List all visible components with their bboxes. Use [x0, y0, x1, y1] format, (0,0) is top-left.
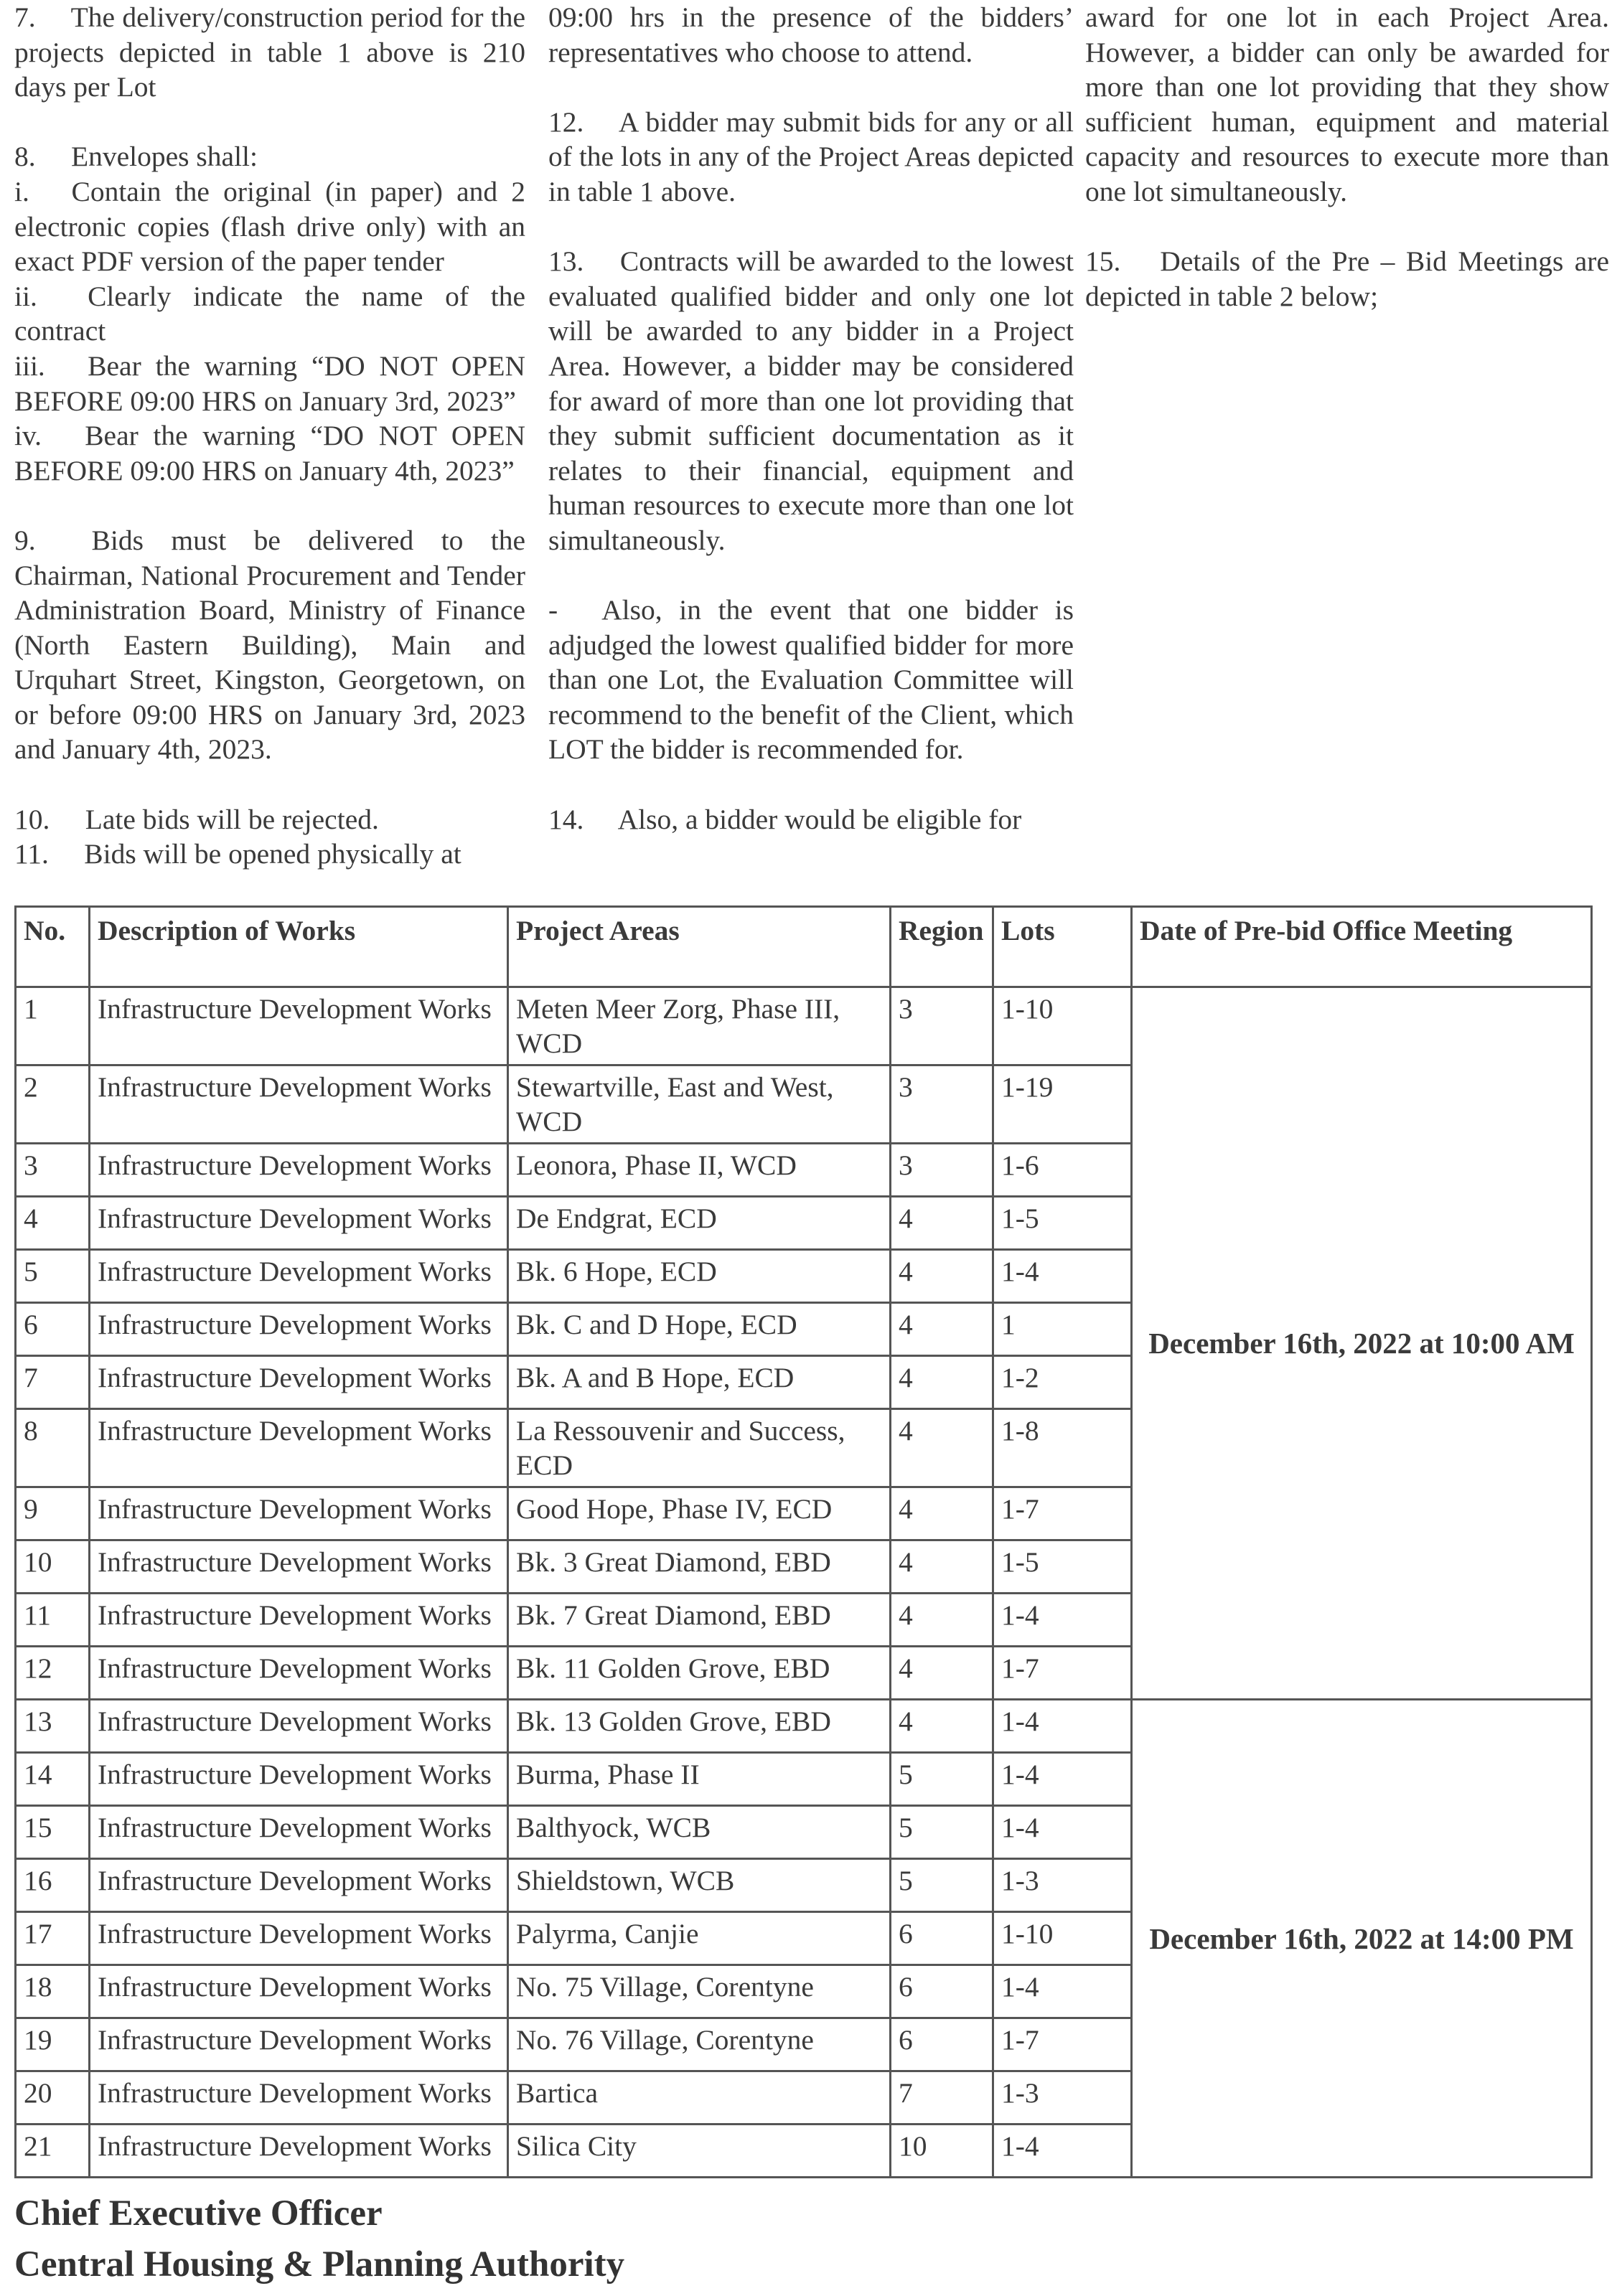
cell-description: Infrastructure Development Works [90, 1303, 508, 1356]
cell-lots: 1-10 [993, 987, 1132, 1065]
cell-lots: 1-4 [993, 1250, 1132, 1303]
cell-region: 4 [891, 1197, 993, 1250]
paragraph-line: 10. Late bids will be rejected. [14, 803, 379, 835]
cell-description: Infrastructure Development Works [90, 1144, 508, 1197]
table-row [16, 987, 1592, 1065]
col2-paragraph [548, 0, 1074, 70]
cell-region: 7 [891, 2071, 993, 2125]
cell-region: 4 [891, 1594, 993, 1647]
cell-project-area: Bk. 7 Great Diamond, EBD [508, 1594, 891, 1647]
header-pre-bid-date: Date of Pre-bid Office Meeting [1132, 907, 1592, 987]
cell-lots: 1-19 [993, 1065, 1132, 1144]
cell-region: 4 [891, 1409, 993, 1487]
paragraph-line: 12. A bidder may submit bids for any or all of the lots in any of the Project Areas depicted in table 1 above. [548, 105, 1074, 207]
table-row [16, 1700, 1592, 1753]
cell-no: 6 [16, 1303, 90, 1356]
col1-paragraph [14, 0, 525, 105]
table-header-row [16, 907, 1592, 987]
cell-project-area: Good Hope, Phase IV, ECD [508, 1487, 891, 1540]
cell-no: 10 [16, 1540, 90, 1594]
cell-description: Infrastructure Development Works [90, 1647, 508, 1700]
cell-no: 3 [16, 1144, 90, 1197]
header-no: No. [16, 907, 90, 987]
cell-lots: 1-10 [993, 1912, 1132, 1965]
paragraph-line: 09:00 hrs in the presence of the bidders’ representatives who choose to attend. [548, 1, 1074, 68]
paragraph-line: 7. The delivery/construction period for the projects depicted in table 1 above is 210 days per Lot [14, 1, 525, 103]
col3-paragraph [1085, 0, 1609, 210]
cell-region: 4 [891, 1647, 993, 1700]
cell-region: 4 [891, 1303, 993, 1356]
cell-description: Infrastructure Development Works [90, 1540, 508, 1594]
cell-project-area: Palyrma, Canjie [508, 1912, 891, 1965]
cell-region: 3 [891, 1065, 993, 1144]
cell-project-area: Bk. A and B Hope, ECD [508, 1356, 891, 1409]
cell-description: Infrastructure Development Works [90, 2018, 508, 2071]
cell-region: 4 [891, 1356, 993, 1409]
cell-pre-bid-date: December 16th, 2022 at 14:00 PM [1132, 1700, 1592, 2178]
col2-paragraph [548, 244, 1074, 557]
cell-description: Infrastructure Development Works [90, 1594, 508, 1647]
cell-lots: 1-7 [993, 2018, 1132, 2071]
paragraph-line: - Also, in the event that one bidder is adjudged the lowest qualified bidder for more than one Lot, the Evaluation Committee will recommend to the benefit of the Client, which LOT the bidder is recommended for. [548, 594, 1074, 766]
column-3 [1085, 0, 1609, 349]
cell-description: Infrastructure Development Works [90, 1487, 508, 1540]
cell-project-area: Bartica [508, 2071, 891, 2125]
cell-region: 6 [891, 1912, 993, 1965]
cell-lots: 1-5 [993, 1197, 1132, 1250]
cell-description: Infrastructure Development Works [90, 2071, 508, 2125]
cell-project-area: Stewartville, East and West, WCD [508, 1065, 891, 1144]
cell-no: 16 [16, 1859, 90, 1912]
cell-project-area: No. 76 Village, Corentyne [508, 2018, 891, 2071]
cell-region: 10 [891, 2125, 993, 2178]
cell-description: Infrastructure Development Works [90, 1859, 508, 1912]
cell-no: 13 [16, 1700, 90, 1753]
cell-project-area: Shieldstown, WCB [508, 1859, 891, 1912]
cell-description: Infrastructure Development Works [90, 1753, 508, 1806]
paragraph-line: i. Contain the original (in paper) and 2 electronic copies (flash drive only) with an exact PDF version of the paper tender [14, 175, 525, 278]
cell-project-area: Bk. C and D Hope, ECD [508, 1303, 891, 1356]
cell-no: 19 [16, 2018, 90, 2071]
cell-no: 2 [16, 1065, 90, 1144]
cell-no: 9 [16, 1487, 90, 1540]
cell-lots: 1-4 [993, 1594, 1132, 1647]
cell-region: 4 [891, 1250, 993, 1303]
cell-description: Infrastructure Development Works [90, 2125, 508, 2178]
cell-lots: 1-4 [993, 2125, 1132, 2178]
header-project-areas: Project Areas [508, 907, 891, 987]
cell-no: 8 [16, 1409, 90, 1487]
cell-project-area: No. 75 Village, Corentyne [508, 1965, 891, 2018]
cell-region: 5 [891, 1753, 993, 1806]
col2-paragraph [548, 105, 1074, 210]
cell-no: 18 [16, 1965, 90, 2018]
table-body [16, 987, 1592, 2178]
cell-region: 3 [891, 987, 993, 1065]
cell-project-area: De Endgrat, ECD [508, 1197, 891, 1250]
cell-project-area: Burma, Phase II [508, 1753, 891, 1806]
cell-lots: 1-6 [993, 1144, 1132, 1197]
cell-description: Infrastructure Development Works [90, 1965, 508, 2018]
cell-project-area: Leonora, Phase II, WCD [508, 1144, 891, 1197]
cell-no: 5 [16, 1250, 90, 1303]
paragraph-line: 8. Envelopes shall: [14, 141, 258, 173]
cell-region: 4 [891, 1487, 993, 1540]
cell-description: Infrastructure Development Works [90, 1065, 508, 1144]
header-lots: Lots [993, 907, 1132, 987]
cell-region: 4 [891, 1700, 993, 1753]
cell-project-area: Bk. 3 Great Diamond, EBD [508, 1540, 891, 1594]
paragraph-line: iv. Bear the warning “DO NOT OPEN BEFORE 09:00 HRS on January 4th, 2023” [14, 420, 525, 486]
cell-lots: 1-7 [993, 1487, 1132, 1540]
cell-lots: 1-7 [993, 1647, 1132, 1700]
cell-region: 6 [891, 2018, 993, 2071]
cell-description: Infrastructure Development Works [90, 1197, 508, 1250]
col2-paragraph [548, 802, 1074, 837]
signature-block [14, 2188, 624, 2290]
paragraph-line: 13. Contracts will be awarded to the lowest evaluated qualified bidder and only one lot will be awarded to any bidder in a Project Area. However, a bidder may be considered for award of more than one lot providing that they submit sufficient documentation as it relates to their financial, equipment and human resources to execute more than one lot simultaneously. [548, 245, 1074, 556]
col1-paragraph [14, 139, 525, 488]
cell-no: 11 [16, 1594, 90, 1647]
text-columns [14, 0, 1609, 890]
cell-no: 14 [16, 1753, 90, 1806]
paragraph-line: 11. Bids will be opened physically at [14, 838, 461, 870]
col1-paragraph [14, 523, 525, 767]
column-1 [14, 0, 525, 906]
cell-region: 5 [891, 1806, 993, 1859]
column-2 [548, 0, 1074, 872]
cell-lots: 1 [993, 1303, 1132, 1356]
col1-paragraph [14, 802, 525, 872]
cell-project-area: Silica City [508, 2125, 891, 2178]
paragraph-line: iii. Bear the warning “DO NOT OPEN BEFORE 09:00 HRS on January 3rd, 2023” [14, 349, 525, 417]
cell-lots: 1-4 [993, 1965, 1132, 2018]
cell-description: Infrastructure Development Works [90, 987, 508, 1065]
cell-description: Infrastructure Development Works [90, 1409, 508, 1487]
paragraph-line: award for one lot in each Project Area. However, a bidder can only be awarded for more than one lot providing that they show sufficient human, equipment and material capacity and resources to execute more than one lot simultaneously. [1085, 1, 1609, 207]
cell-lots: 1-4 [993, 1700, 1132, 1753]
cell-description: Infrastructure Development Works [90, 1250, 508, 1303]
cell-lots: 1-2 [993, 1356, 1132, 1409]
col2-paragraph [548, 593, 1074, 767]
cell-pre-bid-date: December 16th, 2022 at 10:00 AM [1132, 987, 1592, 1700]
cell-lots: 1-5 [993, 1540, 1132, 1594]
paragraph-line: 15. Details of the Pre – Bid Meetings are depicted in table 2 below; [1085, 245, 1609, 312]
cell-description: Infrastructure Development Works [90, 1700, 508, 1753]
header-region: Region [891, 907, 993, 987]
cell-region: 3 [891, 1144, 993, 1197]
cell-no: 1 [16, 987, 90, 1065]
cell-no: 12 [16, 1647, 90, 1700]
cell-project-area: La Ressouvenir and Success, ECD [508, 1409, 891, 1487]
pre-bid-meetings-table [14, 905, 1593, 2178]
cell-description: Infrastructure Development Works [90, 1912, 508, 1965]
cell-project-area: Meten Meer Zorg, Phase III, WCD [508, 987, 891, 1065]
cell-lots: 1-3 [993, 2071, 1132, 2125]
cell-region: 6 [891, 1965, 993, 2018]
cell-lots: 1-4 [993, 1806, 1132, 1859]
cell-project-area: Balthyock, WCB [508, 1806, 891, 1859]
cell-project-area: Bk. 6 Hope, ECD [508, 1250, 891, 1303]
cell-no: 7 [16, 1356, 90, 1409]
cell-project-area: Bk. 11 Golden Grove, EBD [508, 1647, 891, 1700]
paragraph-line: 14. Also, a bidder would be eligible for [548, 803, 1022, 835]
cell-no: 15 [16, 1806, 90, 1859]
header-description: Description of Works [90, 907, 508, 987]
cell-description: Infrastructure Development Works [90, 1806, 508, 1859]
signature-organization: Central Housing & Planning Authority [14, 2244, 625, 2285]
cell-no: 21 [16, 2125, 90, 2178]
cell-no: 20 [16, 2071, 90, 2125]
cell-region: 5 [891, 1859, 993, 1912]
cell-project-area: Bk. 13 Golden Grove, EBD [508, 1700, 891, 1753]
signature-title: Chief Executive Officer [14, 2193, 383, 2234]
cell-no: 4 [16, 1197, 90, 1250]
cell-region: 4 [891, 1540, 993, 1594]
cell-lots: 1-4 [993, 1753, 1132, 1806]
paragraph-line: ii. Clearly indicate the name of the contract [14, 280, 525, 347]
cell-description: Infrastructure Development Works [90, 1356, 508, 1409]
cell-lots: 1-3 [993, 1859, 1132, 1912]
paragraph-line: 9. Bids must be delivered to the Chairman, National Procurement and Tender Administration Board, Ministry of Finance (North Eastern Building), Main and Urquhart Street, Kingston, Georgetown, on or before 09:00 HRS on January 3rd, 2023 and January 4th, 2023. [14, 524, 525, 766]
col3-paragraph [1085, 244, 1609, 314]
cell-no: 17 [16, 1912, 90, 1965]
cell-lots: 1-8 [993, 1409, 1132, 1487]
